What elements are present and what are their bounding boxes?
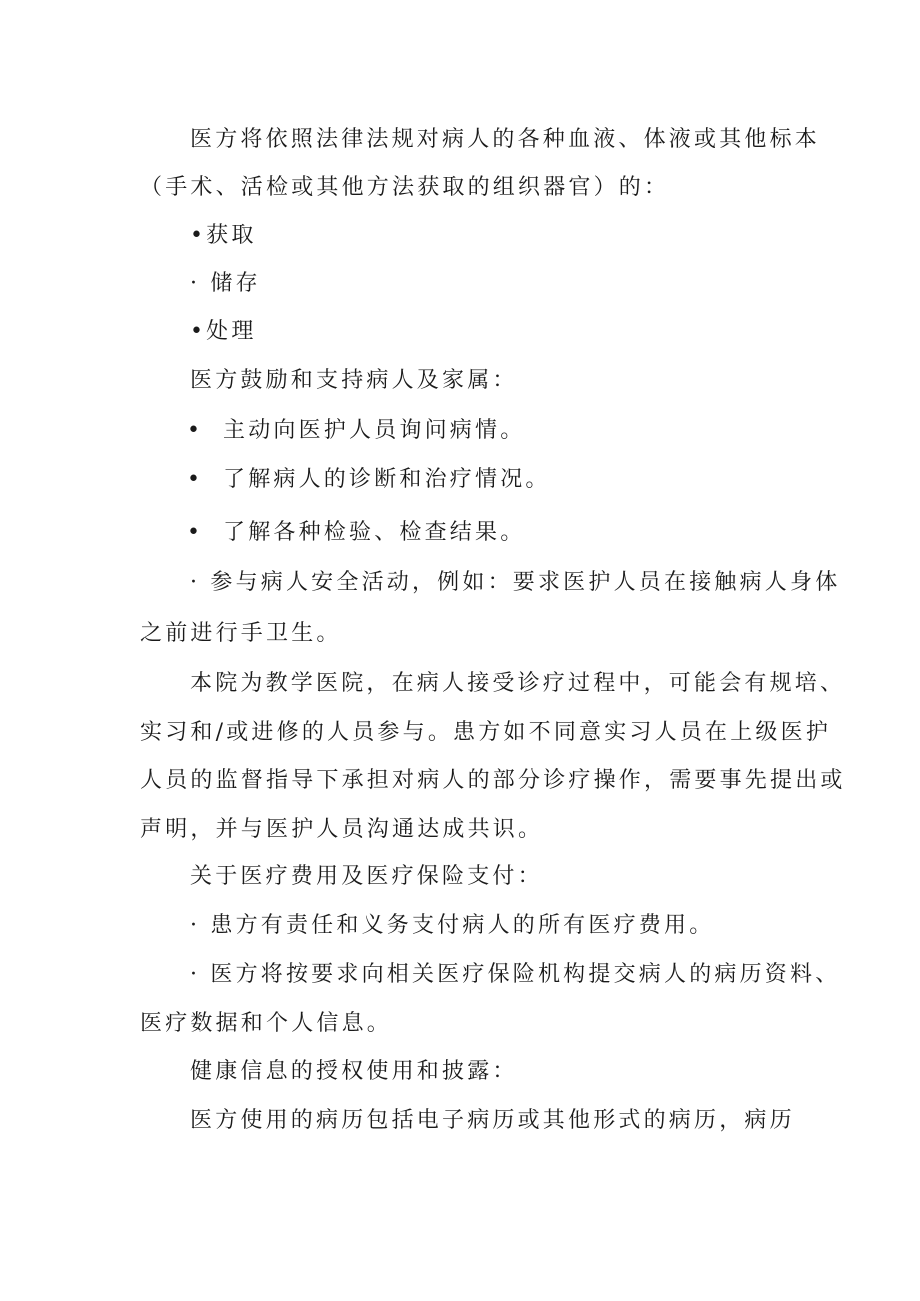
paragraph-safety-line-1: · 参与病人安全活动，例如：要求医护人员在接触病人身体 [190, 570, 841, 595]
list-item-process: •处理 [190, 319, 257, 344]
paragraph-teaching-line-1: 本院为教学医院，在病人接受诊疗过程中，可能会有规培、 [190, 671, 846, 696]
list-item-insurance-line-2: 医疗数据和个人信息。 [140, 1011, 393, 1036]
paragraph-fees-heading: 关于医疗费用及医疗保险支付： [190, 864, 543, 889]
paragraph-health-info-heading: 健康信息的授权使用和披露： [190, 1059, 518, 1084]
list-item-store: · 储存 [190, 271, 261, 296]
paragraph-safety-line-2: 之前进行手卫生。 [140, 621, 342, 646]
paragraph-specimens-line-1: 医方将依照法律法规对病人的各种血液、体液或其他标本 [190, 127, 821, 152]
list-item-acquire: •获取 [190, 223, 257, 248]
paragraph-teaching-line-3: 人员的监督指导下承担对病人的部分诊疗操作，需要事先提出或 [140, 768, 846, 793]
paragraph-teaching-line-4: 声明，并与医护人员沟通达成共识。 [140, 817, 544, 842]
paragraph-encourage-heading: 医方鼓励和支持病人及家属： [190, 368, 518, 393]
bullet-ask-condition: 主动向医护人员询问病情。 [223, 418, 526, 443]
bullet-symbol-3: • [187, 520, 204, 545]
bullet-results: 了解各种检验、检查结果。 [223, 520, 526, 545]
bullet-symbol-1: • [187, 418, 204, 443]
list-item-pay-fees: · 患方有责任和义务支付病人的所有医疗费用。 [190, 913, 715, 938]
paragraph-specimens-line-2: （手术、活检或其他方法获取的组织器官）的： [140, 175, 670, 200]
paragraph-teaching-line-2: 实习和/或进修的人员参与。患方如不同意实习人员在上级医护 [140, 720, 832, 745]
paragraph-medical-records-line-1: 医方使用的病历包括电子病历或其他形式的病历，病历 [190, 1108, 795, 1133]
bullet-symbol-2: • [187, 467, 204, 492]
bullet-diagnosis: 了解病人的诊断和治疗情况。 [223, 467, 551, 492]
list-item-insurance-line-1: · 医方将按要求向相关医疗保险机构提交病人的病历资料、 [190, 962, 841, 987]
